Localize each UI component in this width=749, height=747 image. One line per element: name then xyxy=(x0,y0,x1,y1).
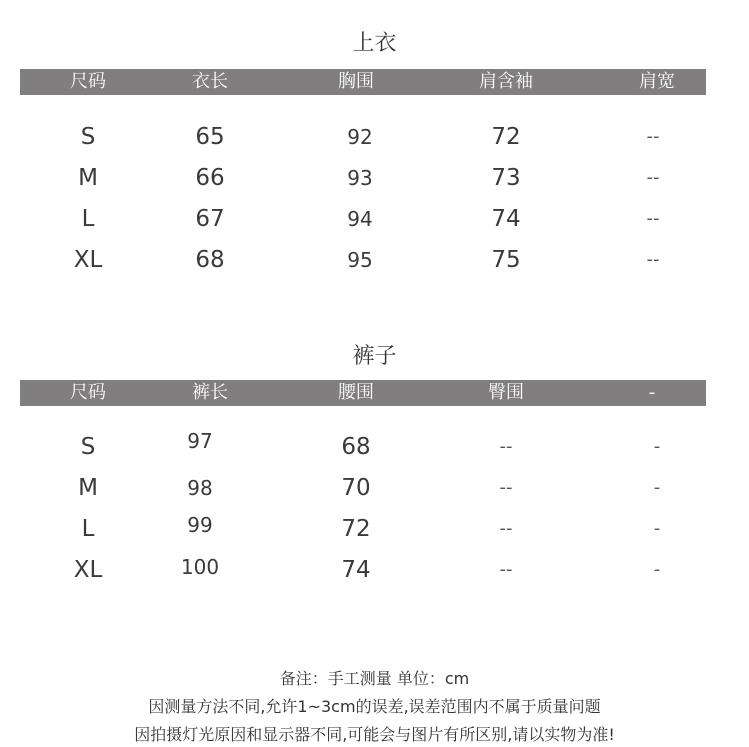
pants-header-extra: - xyxy=(648,382,656,403)
size-cell: L xyxy=(81,206,95,232)
pants-table-title: 裤子 xyxy=(352,344,397,369)
sleeve-cell: 73 xyxy=(491,165,521,191)
note-tolerance: 因测量方法不同,允许1~3cm的误差,误差范围内不属于质量问题 xyxy=(148,697,601,716)
size-cell: XL xyxy=(73,247,103,273)
size-cell: M xyxy=(78,165,98,191)
sleeve-cell: 72 xyxy=(491,124,521,150)
waist-cell: 70 xyxy=(341,475,371,501)
pants-length-cell: 98 xyxy=(187,476,213,500)
extra-cell: - xyxy=(653,436,661,457)
waist-cell: 74 xyxy=(341,557,371,583)
pants-header-hip: 臀围 xyxy=(488,382,524,403)
pants-table-header xyxy=(20,380,706,406)
hip-cell: -- xyxy=(499,559,513,580)
length-cell: 66 xyxy=(195,165,225,191)
top-table-title: 上衣 xyxy=(352,31,397,56)
extra-cell: - xyxy=(653,518,661,539)
top-header-length: 衣长 xyxy=(192,71,228,92)
extra-cell: - xyxy=(653,477,661,498)
hip-cell: -- xyxy=(499,518,513,539)
pants-header-length: 裤长 xyxy=(192,382,228,403)
chest-cell: 94 xyxy=(347,207,373,231)
chest-cell: 95 xyxy=(347,248,373,272)
shoulder-cell: -- xyxy=(646,126,660,147)
hip-cell: -- xyxy=(499,477,513,498)
shoulder-cell: -- xyxy=(646,208,660,229)
size-cell: S xyxy=(80,434,96,460)
pants-header-waist: 腰围 xyxy=(338,382,374,403)
table-row xyxy=(20,430,706,464)
waist-cell: 68 xyxy=(341,434,371,460)
top-header-shoulder: 肩宽 xyxy=(639,71,675,92)
table-row xyxy=(20,471,706,505)
top-header-chest: 胸围 xyxy=(338,71,374,92)
pants-length-cell: 100 xyxy=(180,555,220,579)
table-row xyxy=(20,120,706,154)
note-unit: 备注：手工测量 单位：cm xyxy=(279,669,470,688)
chest-cell: 93 xyxy=(347,166,373,190)
length-cell: 68 xyxy=(195,247,225,273)
length-cell: 65 xyxy=(195,124,225,150)
size-cell: M xyxy=(78,475,98,501)
size-cell: S xyxy=(80,124,96,150)
shoulder-cell: -- xyxy=(646,249,660,270)
pants-length-cell: 97 xyxy=(187,429,213,453)
table-row xyxy=(20,553,706,587)
table-row xyxy=(20,202,706,236)
pants-header-size: 尺码 xyxy=(70,382,106,403)
chest-cell: 92 xyxy=(347,125,373,149)
note-display-difference: 因拍摄灯光原因和显示器不同,可能会与图片有所区别,请以实物为准! xyxy=(134,725,615,744)
top-table-header xyxy=(20,69,706,95)
pants-length-cell: 99 xyxy=(187,513,213,537)
length-cell: 67 xyxy=(195,206,225,232)
shoulder-cell: -- xyxy=(646,167,660,188)
top-header-size: 尺码 xyxy=(70,71,106,92)
waist-cell: 72 xyxy=(341,516,371,542)
table-row xyxy=(20,161,706,195)
top-header-sleeve: 肩含袖 xyxy=(479,71,533,92)
table-row xyxy=(20,512,706,546)
hip-cell: -- xyxy=(499,436,513,457)
size-cell: XL xyxy=(73,557,103,583)
sleeve-cell: 75 xyxy=(491,247,521,273)
table-row xyxy=(20,243,706,277)
sleeve-cell: 74 xyxy=(491,206,521,232)
size-cell: L xyxy=(81,516,95,542)
extra-cell: - xyxy=(653,559,661,580)
